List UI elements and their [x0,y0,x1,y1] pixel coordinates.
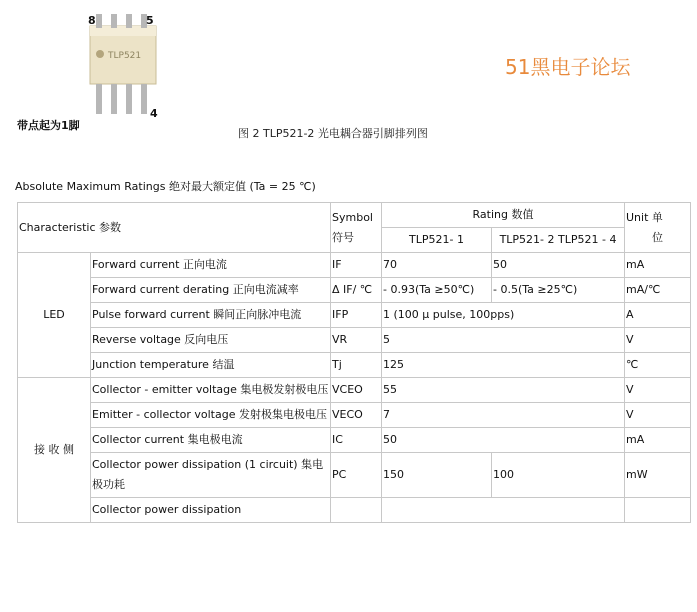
param-cell: Collector power dissipation (1 circuit) 集电极功耗 [91,453,331,498]
param-cell: Forward current 正向电流 [91,253,331,278]
param-cell: Forward current derating 正向电流减率 [91,278,331,303]
param-cell: Collector - emitter voltage 集电极发射极电压 [91,378,331,403]
watermark: 51黑电子论坛 [505,55,631,79]
ratings-table [17,202,691,523]
pin-note: 带点起为1脚 [17,119,80,132]
value-cell: 5 [382,328,625,353]
table-row [18,378,691,403]
symbol-cell: VR [331,328,382,353]
group-receiver: 接 收 侧 [18,378,91,523]
unit-cell: mA [625,428,691,453]
value-cell: - 0.5(Ta ≥25℃) [492,278,625,303]
symbol-cell: VCEO [331,378,382,403]
unit-cell [625,498,691,523]
pin-label-8: 8 [88,14,96,27]
value-cell: 70 [382,253,492,278]
value-cell: - 0.93(Ta ≥50℃) [382,278,492,303]
param-cell: Pulse forward current 瞬间正向脉冲电流 [91,303,331,328]
header-rating: Rating 数值 [382,203,625,228]
unit-cell: ℃ [625,353,691,378]
table-header-row [18,203,691,228]
section-title: Absolute Maximum Ratings 绝对最大额定值 (Ta = 25 ℃) [15,180,316,193]
symbol-cell [331,498,382,523]
value-cell: 7 [382,403,625,428]
unit-cell: V [625,378,691,403]
header-rating-tlp521-1: TLP521- 1 [382,228,492,253]
table-row [18,328,691,353]
unit-cell: A [625,303,691,328]
table-row [18,428,691,453]
unit-cell: mA [625,253,691,278]
value-cell: 1 (100 μ pulse, 100pps) [382,303,625,328]
value-cell: 50 [492,253,625,278]
header-symbol [331,203,382,253]
header-symbol-cn: 符号 [332,230,354,244]
value-cell: 55 [382,378,625,403]
header-characteristic: Characteristic 参数 [18,203,331,253]
table-row [18,453,691,498]
symbol-cell: VECO [331,403,382,428]
value-cell: 125 [382,353,625,378]
value-cell: 100 [492,453,625,498]
table-row [18,278,691,303]
table-row [18,498,691,523]
header-rating-tlp521-2-4: TLP521- 2 TLP521 - 4 [492,228,625,253]
table-row [18,303,691,328]
pin-label-5: 5 [146,14,154,27]
symbol-cell: IC [331,428,382,453]
svg-text:TLP521: TLP521 [108,51,142,61]
symbol-cell: PC [331,453,382,498]
pin-label-4: 4 [150,107,158,120]
unit-cell: V [625,403,691,428]
param-cell: Collector power dissipation [91,498,331,523]
unit-cell: mA/℃ [625,278,691,303]
param-cell: Reverse voltage 反向电压 [91,328,331,353]
value-cell: 50 [382,428,625,453]
table-row [18,403,691,428]
header-unit-cn: 位 [652,230,663,244]
value-cell: 150 [382,453,492,498]
group-led: LED [18,253,91,378]
figure-caption: 图 2 TLP521-2 光电耦合器引脚排列图 [238,127,428,140]
param-cell: Collector current 集电极电流 [91,428,331,453]
symbol-cell: Tj [331,353,382,378]
symbol-cell: IFP [331,303,382,328]
symbol-cell: Δ IF/ ℃ [331,278,382,303]
table-row [18,253,691,278]
symbol-cell: IF [331,253,382,278]
value-cell [382,498,625,523]
table-row [18,353,691,378]
unit-cell: V [625,328,691,353]
header-symbol-en: Symbol [332,210,373,224]
param-cell: Emitter - collector voltage 发射极集电极电压 [91,403,331,428]
chip-photo [80,14,170,122]
header-unit [625,203,691,253]
header-unit-en: Unit 单 [626,210,663,224]
param-cell: Junction temperature 结温 [91,353,331,378]
unit-cell: mW [625,453,691,498]
